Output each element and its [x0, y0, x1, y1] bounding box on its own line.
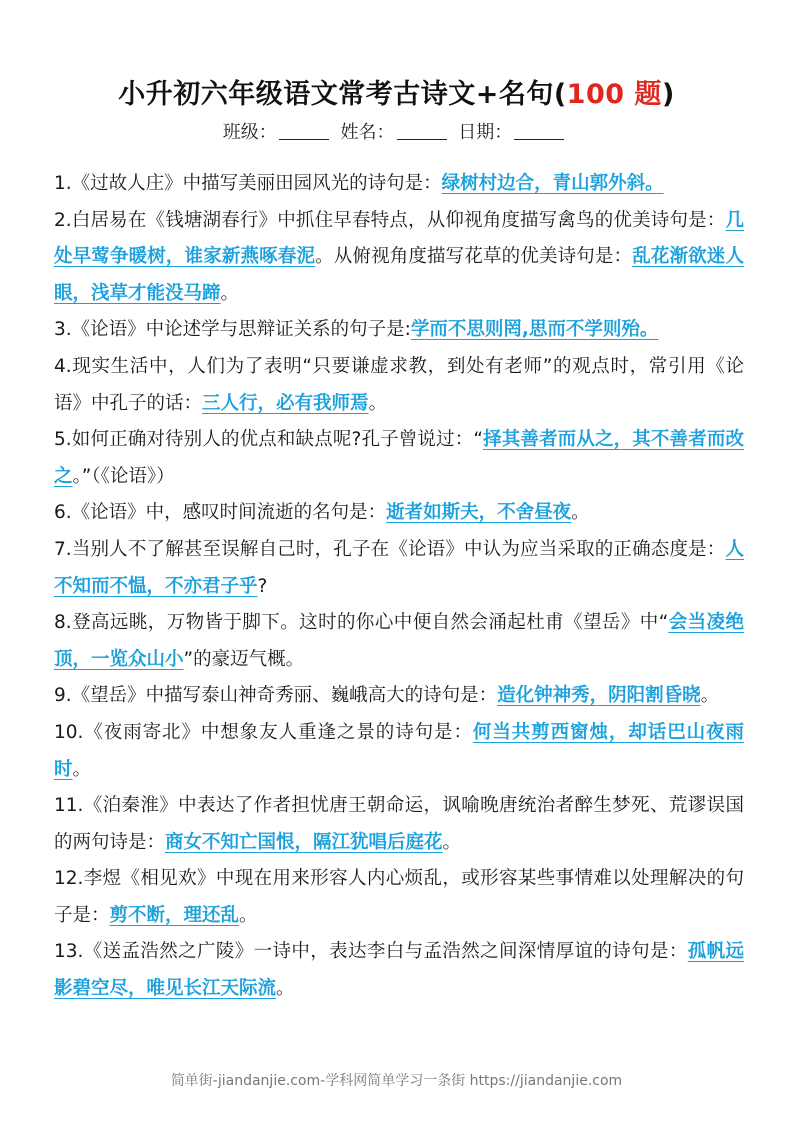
page-footer: 简单街-jiandanjie.com-学科网简单学习一条街 https://jiandanjie.com: [170, 1073, 623, 1089]
question-item: 12.李煜《相见欢》中现在用来形容人内心烦乱，或形容某些事情难以处理解决的句子是：剪不断，理还乱。: [54, 868, 744, 926]
answer: 何当共剪西窗烛，却话巴山夜雨时: [54, 721, 744, 780]
answer: 择其善者而从之，其不善者而改之: [54, 429, 744, 487]
title-main: 小升初六年级语文常考古诗文+名句(: [118, 79, 567, 110]
answer: 造化钟神秀，阴阳割昏晓: [497, 685, 701, 707]
title-count: 100 题: [566, 79, 662, 110]
question-item: 8.登高远眺，万物皆于脚下。这时的你心中便自然会涌起杜甫《望岳》中“会当凌绝顶，一览众山小”的豪迈气概。: [54, 612, 744, 670]
answer: 几处早莺争暖树，谁家新燕啄春泥: [54, 209, 744, 268]
name-blank[interactable]: [397, 123, 447, 140]
answer: 会当凌绝顶，一览众山小: [54, 612, 744, 670]
answer: 绿树村边合，青山郭外斜。: [441, 173, 664, 194]
answer: 孤帆远影碧空尽，唯见长江天际流: [54, 941, 744, 1000]
answer: 乱花渐欲迷人眼，浅草才能没马蹄: [54, 246, 744, 304]
question-item: 10.《夜雨寄北》中想象友人重逢之景的诗句是：何当共剪西窗烛，却话巴山夜雨时。: [54, 721, 744, 780]
question-item: 2.白居易在《钱塘湖春行》中抓住早春特点，从仰视角度描写禽鸟的优美诗句是：几处早莺争暖树，谁家新燕啄春泥。从俯视角度描写花草的优美诗句是：乱花渐欲迷人眼，浅草才能没马蹄。: [54, 209, 744, 304]
answer: 逝者如斯夫，不舍昼夜: [386, 502, 572, 524]
question-item: 4.现实生活中，人们为了表明“只要谦虚求教，到处有老师”的观点时，常引用《论语》中孔子的话：三人行，必有我师焉。: [54, 355, 744, 414]
question-item: 7.当别人不了解甚至误解自己时，孔子在《论语》中认为应当采取的正确态度是：人不知而不愠，不亦君子乎?: [54, 538, 744, 597]
page-title: [0, 72, 793, 111]
class-label: 班级：: [222, 122, 277, 143]
question-item: 1.《过故人庄》中描写美丽田园风光的诗句是：绿树村边合，青山郭外斜。: [54, 173, 664, 194]
question-item: 6.《论语》中，感叹时间流逝的名句是：逝者如斯夫，不舍昼夜。: [54, 502, 590, 524]
answer: 剪不断，理还乱: [109, 904, 240, 926]
answer: 三人行，必有我师焉: [202, 392, 369, 414]
date-label: 日期：: [458, 122, 513, 143]
answer: 学而不思则罔,思而不学则殆。: [410, 319, 659, 341]
student-info-line: [0, 118, 793, 144]
date-blank[interactable]: [514, 123, 564, 140]
answer: 人不知而不愠，不亦君子乎: [54, 538, 744, 597]
question-item: 13.《送孟浩然之广陵》一诗中，表达李白与孟浩然之间深情厚谊的诗句是：孤帆远影碧空尽，唯见长江天际流。: [54, 941, 744, 1000]
answer: 商女不知亡国恨，隔江犹唱后庭花: [165, 831, 443, 853]
class-blank[interactable]: [279, 123, 329, 140]
title-end: ): [661, 79, 675, 110]
question-item: 11.《泊秦淮》中表达了作者担忧唐王朝命运，讽喻晚唐统治者醉生梦死、荒谬误国的两句诗是：商女不知亡国恨，隔江犹唱后庭花。: [54, 795, 744, 853]
name-label: 姓名：: [340, 122, 395, 143]
question-item: 5.如何正确对待别人的优点和缺点呢?孔子曾说过：“择其善者而从之，其不善者而改之。”（《论语》）: [54, 429, 744, 487]
question-item: 9.《望岳》中描写泰山神奇秀丽、巍峨高大的诗句是：造化钟神秀，阴阳割昏晓。: [54, 685, 720, 707]
question-list: [54, 166, 744, 1008]
question-item: 3.《论语》中论述学与思辩证关系的句子是:学而不思则罔,思而不学则殆。: [54, 319, 659, 341]
